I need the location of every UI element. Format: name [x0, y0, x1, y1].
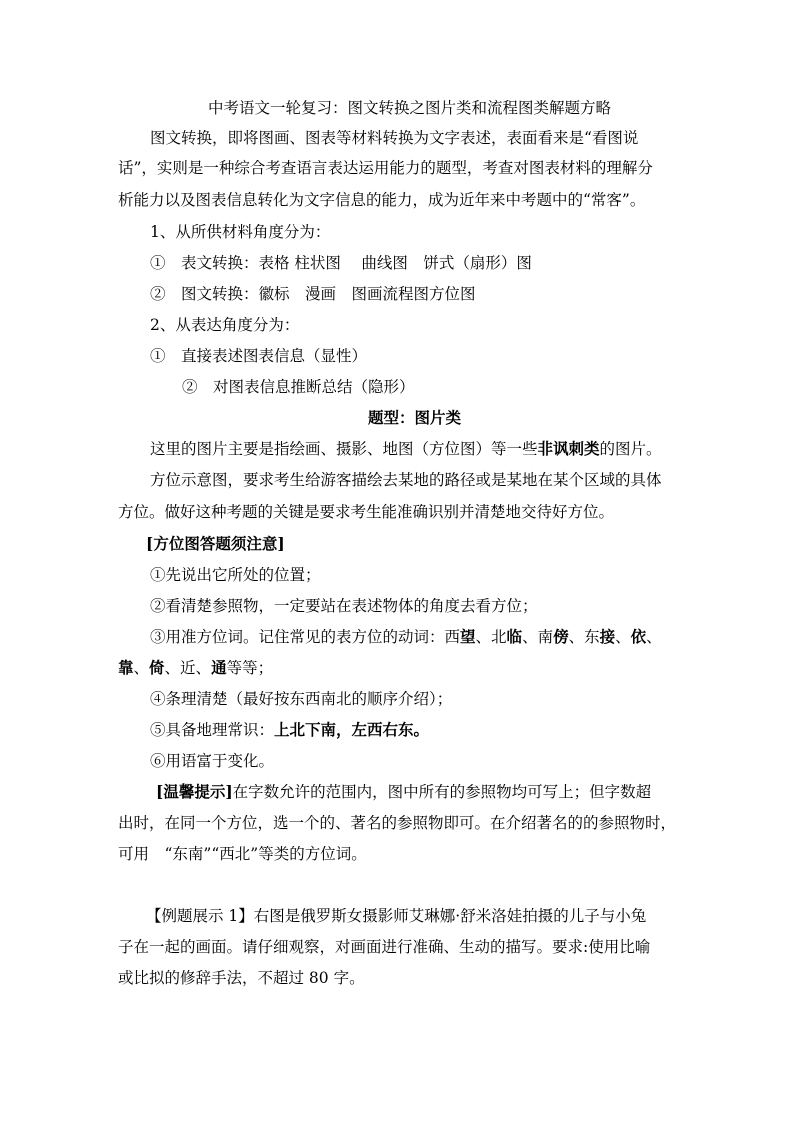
picture-description: [150, 439, 710, 459]
direction-desc-line-2: 方位。做好这种考题的关键是要求考生能准确识别并清楚地交待好方位。: [118, 503, 615, 521]
notice-item-4: ④条理清楚（最好按东西南北的顺序介绍）；: [150, 690, 453, 708]
category-2-item-1: ① 直接表述图表信息（显性）: [150, 347, 368, 365]
notice-heading: [方位图答题须注意]: [146, 534, 285, 553]
intro-line-2: 话”，实则是一种综合考查语言表达运用能力的题型，考查对图表材料的理解分: [118, 159, 653, 177]
notice-3-bold-4: 接: [599, 627, 616, 646]
tip-label: [温馨提示]: [156, 782, 233, 801]
notice-3-bold-2: 临: [506, 627, 523, 646]
category-1-heading: 1、从所供材料角度分为：: [150, 223, 331, 241]
notice-5-bold: 上北下南，左西右东。: [274, 720, 430, 739]
notice-3-text-f: 、: [615, 628, 631, 646]
tip-line-2: 出时，在同一个方位，选一个的、著名的参照物即可。在介绍著名的的参照物时，: [118, 814, 677, 832]
tip-text-1: 在字数允许的范围内，图中所有的参照物均可写上；但字数超: [232, 783, 652, 801]
document-title: 中考语文一轮复习：图文转换之图片类和流程图类解题方略: [208, 99, 612, 117]
notice-3c-text-c: 、近、: [164, 659, 212, 677]
notice-item-5: [150, 720, 710, 740]
picture-desc-bold: 非讽刺类: [537, 439, 600, 458]
notice-3-bold-1: 望: [460, 627, 476, 646]
notice-3c-bold-3: 通: [211, 658, 227, 677]
category-2-item-2: ② 对图表信息推断总结（隐形）: [182, 378, 415, 396]
tip-line-3: 可用 “东南”“西北”等类的方位词。: [118, 845, 367, 863]
picture-desc-text: 这里的图片主要是指绘画、摄影、地图（方位图）等一些: [150, 440, 538, 458]
notice-item-3-continued: [118, 658, 678, 678]
intro-line-1: 图文转换，即将图画、图表等材料转换为文字表述，表面看来是“看图说: [150, 129, 639, 147]
section-heading: 题型：图片类: [368, 408, 462, 427]
notice-3-text-d: 、南: [522, 628, 554, 646]
notice-3-bold-5: 依: [630, 627, 647, 646]
notice-3-text-c: 、北: [475, 628, 507, 646]
notice-3c-bold-2: 倚: [149, 658, 165, 677]
direction-desc-line-1: 方位示意图，要求考生给游客描绘去某地的路径或是某地在某个区域的具体: [150, 471, 662, 489]
example-line-1: 【例题展示 1】右图是俄罗斯女摄影师艾琳娜·舒米洛娃拍摄的儿子与小兔: [146, 907, 647, 925]
example-line-3: 或比拟的修辞手法，不超过 80 字。: [118, 969, 365, 987]
example-line-2: 子在一起的画面。请仔细观察，对画面进行准确、生动的描写。要求:使用比喻: [118, 938, 651, 956]
notice-3-text-a: ③用准方位词。记住常见的表方位的动词：西: [150, 628, 461, 646]
notice-item-1: ①先说出它所处的位置；: [150, 566, 321, 584]
notice-3c-text-a: 、: [133, 659, 150, 677]
notice-item-6: ⑥用语富于变化。: [150, 752, 275, 770]
notice-3c-text-d: 等等；: [226, 659, 274, 677]
notice-3-bold-3: 傍: [553, 627, 569, 646]
tip-line-1: [156, 782, 716, 802]
notice-3-text-g: 、: [646, 628, 662, 646]
picture-desc-end: 的图片。: [599, 440, 662, 458]
notice-item-2: ②看清楚参照物，一定要站在表述物体的角度去看方位；: [150, 597, 538, 615]
category-2-heading: 2、从表达角度分为：: [150, 316, 300, 334]
category-1-item-1: ① 表文转换：表格 柱状图 曲线图 饼式（扇形）图: [150, 254, 532, 272]
notice-item-3: [150, 627, 710, 647]
intro-line-3: 析能力以及图表信息转化为文字信息的能力，成为近年来中考题中的“常客”。: [118, 191, 646, 209]
notice-3c-bold-1: 靠: [118, 658, 134, 677]
notice-3-text-e: 、东: [568, 628, 600, 646]
category-1-item-2: ② 图文转换：徽标 漫画 图画流程图方位图: [150, 285, 476, 303]
notice-5-text: ⑤具备地理常识：: [150, 721, 275, 739]
